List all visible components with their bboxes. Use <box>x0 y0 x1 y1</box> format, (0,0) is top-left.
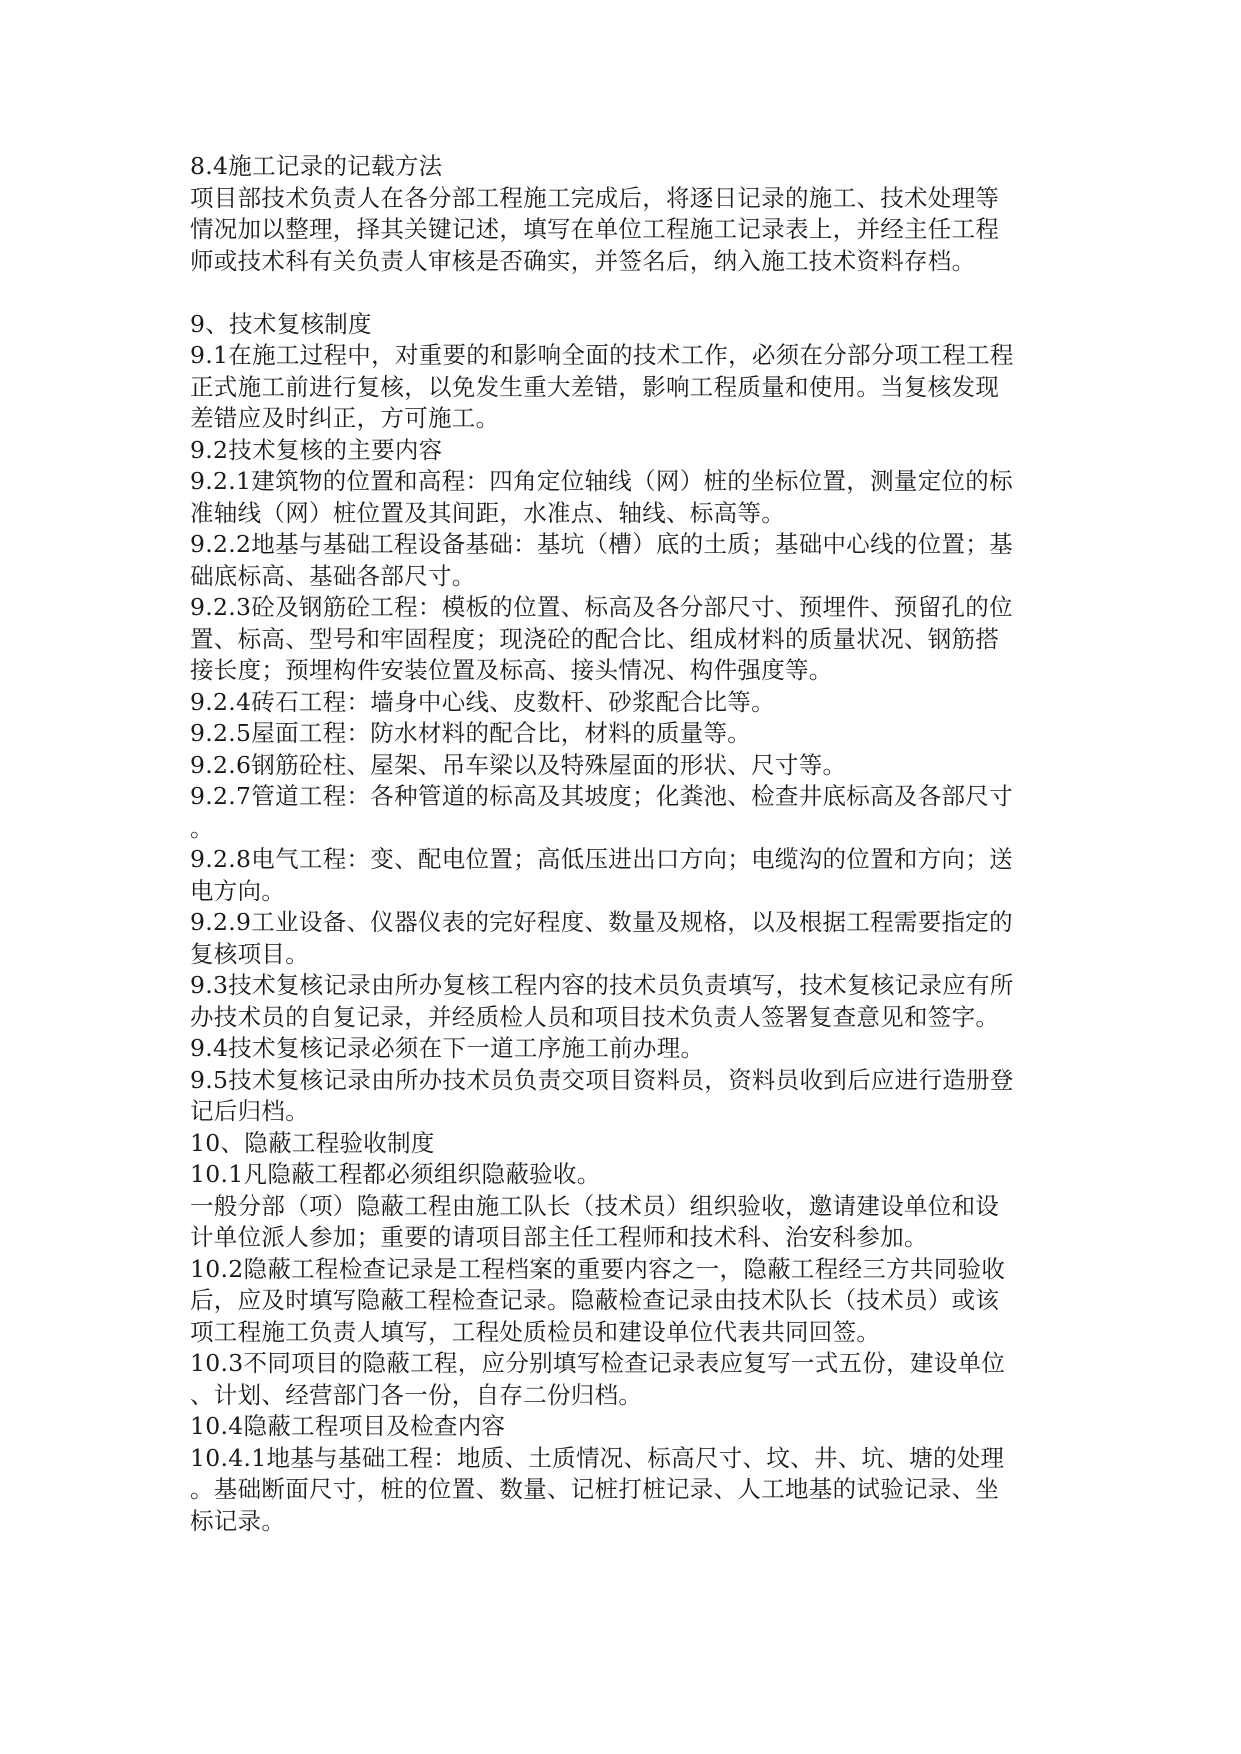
text-line: 9.2.3砼及钢筋砼工程：模板的位置、标高及各分部尺寸、预埋件、预留孔的位 <box>190 593 1013 621</box>
text-line: 。基础断面尺寸，桩的位置、数量、记桩打桩记录、人工地基的试验记录、坐 <box>190 1475 1000 1503</box>
text-line: 。 <box>190 813 214 842</box>
text-line: 计单位派人参加；重要的请项目部主任工程师和技术科、治安科参加。 <box>190 1223 928 1251</box>
text-line: 10.1凡隐蔽工程都必须组织隐蔽验收。 <box>190 1160 601 1188</box>
text-line: 10.3不同项目的隐蔽工程，应分别填写检查记录表应复写一式五份，建设单位 <box>190 1349 1006 1377</box>
text-line: 9.2技术复核的主要内容 <box>190 435 443 464</box>
text-line: 差错应及时纠正，方可施工。 <box>190 404 500 432</box>
text-line: 10.4隐蔽工程项目及检查内容 <box>190 1412 506 1440</box>
text-line: 9.1在施工过程中，对重要的和影响全面的技术工作，必须在分部分项工程工程 <box>190 341 1014 369</box>
text-line: 8.4施工记录的记载方法 <box>190 152 443 180</box>
text-line: 项工程施工负责人填写，工程处质检员和建设单位代表共同回签。 <box>190 1317 881 1346</box>
text-line: 办技术员的自复记录，并经质检人员和项目技术负责人签署复查意见和签字。 <box>190 1002 1000 1031</box>
text-line: 置、标高、型号和牢固程度；现浇砼的配合比、组成材料的质量状况、钢筋搭 <box>190 624 1000 653</box>
text-line: 9.2.4砖石工程：墙身中心线、皮数杆、砂浆配合比等。 <box>190 687 775 716</box>
text-line: 础底标高、基础各部尺寸。 <box>190 561 476 590</box>
blank-line <box>190 277 1060 309</box>
text-line: 10.2隐蔽工程检查记录是工程档案的重要内容之一，隐蔽工程经三方共同验收 <box>190 1254 1006 1283</box>
text-line: 标记录。 <box>190 1506 286 1535</box>
text-line: 9.4技术复核记录必须在下一道工序施工前办理。 <box>190 1034 705 1062</box>
text-line: 9.2.6钢筋砼柱、屋架、吊车梁以及特殊屋面的形状、尺寸等。 <box>190 750 847 779</box>
text-line: 正式施工前进行复核，以免发生重大差错，影响工程质量和使用。当复核发现 <box>190 372 1000 401</box>
document-body <box>190 151 1060 1537</box>
text-line: 9.2.7管道工程：各种管道的标高及其坡度；化粪池、检查井底标高及各部尺寸 <box>190 782 1013 810</box>
text-line: 9.5技术复核记录由所办技术员负责交项目资料员，资料员收到后应进行造册登 <box>190 1065 1014 1094</box>
text-line: 9.3技术复核记录由所办复核工程内容的技术员负责填写，技术复核记录应有所 <box>190 971 1014 999</box>
text-line: 后，应及时填写隐蔽工程检查记录。隐蔽检查记录由技术队长（技术员）或该 <box>190 1286 1000 1314</box>
text-line: 9.2.5屋面工程：防水材料的配合比，材料的质量等。 <box>190 719 752 747</box>
text-line: 10、隐蔽工程验收制度 <box>190 1128 435 1157</box>
text-line: 9.2.1建筑物的位置和高程：四角定位轴线（网）桩的坐标位置，测量定位的标 <box>190 467 1013 495</box>
text-line: 9.2.8电气工程：变、配电位置；高低压进出口方向；电缆沟的位置和方向；送 <box>190 845 1013 873</box>
text-line: 复核项目。 <box>190 939 309 968</box>
text-line: 、计划、经营部门各一份，自存二份归档。 <box>190 1380 643 1409</box>
text-line: 一般分部（项）隐蔽工程由施工队长（技术员）组织验收，邀请建设单位和设 <box>190 1191 1000 1220</box>
text-line: 项目部技术负责人在各分部工程施工完成后，将逐日记录的施工、技术处理等 <box>190 183 1000 212</box>
text-line: 师或技术科有关负责人审核是否确实，并签名后，纳入施工技术资料存档。 <box>190 246 976 275</box>
text-line: 10.4.1地基与基础工程：地质、土质情况、标高尺寸、坟、井、坑、塘的处理 <box>190 1443 1005 1472</box>
text-line: 记后归档。 <box>190 1097 309 1125</box>
text-line: 9.2.9工业设备、仪器仪表的完好程度、数量及规格，以及根据工程需要指定的 <box>190 908 1013 936</box>
text-line: 准轴线（网）桩位置及其间距，水准点、轴线、标高等。 <box>190 498 785 527</box>
text-line: 情况加以整理，择其关键记述，填写在单位工程施工记录表上，并经主任工程 <box>190 215 1000 243</box>
text-line: 接长度；预埋构件安装位置及标高、接头情况、构件强度等。 <box>190 656 833 684</box>
text-line: 9.2.2地基与基础工程设备基础：基坑（槽）底的土质；基础中心线的位置；基 <box>190 530 1013 558</box>
text-line: 9、技术复核制度 <box>190 309 372 338</box>
text-line: 电方向。 <box>190 876 286 905</box>
